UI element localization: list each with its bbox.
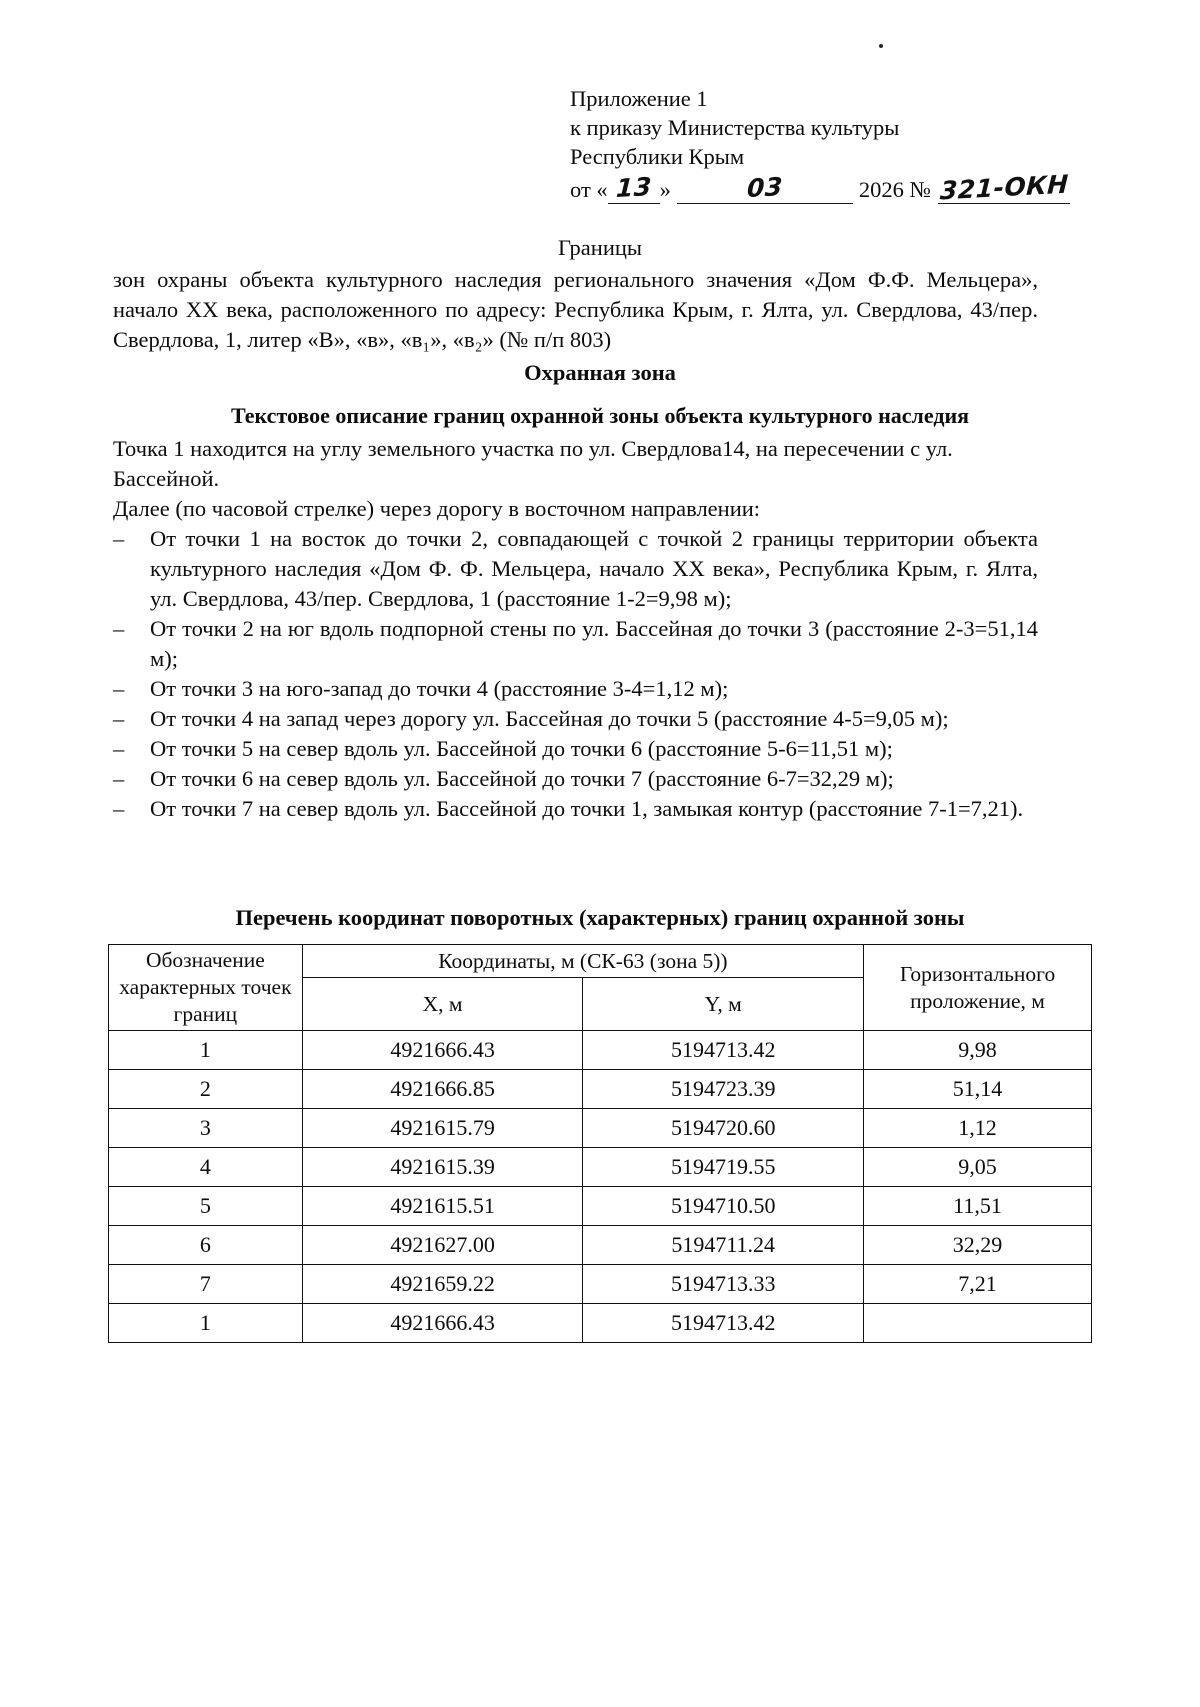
- boundary-points-list: [113, 524, 1038, 824]
- cell-horizontal: [864, 1304, 1092, 1343]
- zone-heading: Охранная зона: [524, 360, 676, 385]
- appendix-line-1: Приложение 1: [570, 86, 708, 111]
- cell-y: 5194723.39: [583, 1070, 864, 1109]
- cell-x: 4921627.00: [302, 1226, 583, 1265]
- date-month-slot: [677, 173, 853, 204]
- cell-y: 5194713.42: [583, 1304, 864, 1343]
- table-row: [109, 1304, 1092, 1343]
- cell-x: 4921615.79: [302, 1109, 583, 1148]
- list-item-text: От точки 3 на юго-запад до точки 4 (расстояние 3-4=1,12 м);: [150, 676, 729, 701]
- header-designation: Обозначение характерных точек границ: [109, 945, 303, 1031]
- table-row: [109, 1148, 1092, 1187]
- header-y: Y, м: [583, 978, 864, 1031]
- cell-x: 4921666.43: [302, 1304, 583, 1343]
- cell-point: 1: [109, 1031, 303, 1070]
- list-item: [113, 524, 1038, 614]
- date-month-value: 03: [746, 172, 784, 203]
- cell-x: 4921666.85: [302, 1070, 583, 1109]
- list-item: [113, 674, 1038, 704]
- header-coordinates: Координаты, м (СК-63 (зона 5)): [302, 945, 863, 978]
- table-row: [109, 1031, 1092, 1070]
- table-row: [109, 1226, 1092, 1265]
- table-row: [109, 1109, 1092, 1148]
- date-day-value: 13: [615, 172, 653, 203]
- appendix-line-2: к приказу Министерства культуры: [570, 115, 900, 140]
- cell-y: 5194720.60: [583, 1109, 864, 1148]
- dash-bullet-icon: –: [113, 796, 125, 821]
- stray-mark: [879, 44, 883, 48]
- list-item: [113, 614, 1038, 674]
- list-item: [113, 794, 1038, 824]
- document-subtitle-paragraph: зон охраны объекта культурного наследия регионального значения «Дом Ф.Ф. Мельцера», начало XX века, расположенного по адресу: Республика Крым, г. Ялта, ул. Свердлова, 43/пер. Свердлова, 1, литер «В», «в», «в₁», «в₂» (№ п/п 803): [113, 267, 1038, 352]
- cell-x: 4921615.39: [302, 1148, 583, 1187]
- cell-point: 5: [109, 1187, 303, 1226]
- description-direction: Далее (по часовой стрелке) через дорогу в восточном направлении:: [113, 496, 761, 521]
- dash-bullet-icon: –: [113, 766, 125, 791]
- coordinates-table-caption: Перечень координат поворотных (характерных) границ охранной зоны: [235, 905, 965, 930]
- cell-point: 1: [109, 1304, 303, 1343]
- order-number-slot: [938, 169, 1070, 206]
- list-item-text: От точки 5 на север вдоль ул. Бассейной до точки 6 (расстояние 5-6=11,51 м);: [150, 736, 893, 761]
- list-item-text: От точки 2 на юг вдоль подпорной стены по ул. Бассейная до точки 3 (расстояние 2-3=51,14 м);: [150, 616, 1038, 671]
- dash-bullet-icon: –: [113, 736, 125, 761]
- table-row: [109, 1187, 1092, 1226]
- cell-x: 4921659.22: [302, 1265, 583, 1304]
- cell-point: 7: [109, 1265, 303, 1304]
- cell-point: 4: [109, 1148, 303, 1187]
- dash-bullet-icon: –: [113, 706, 125, 731]
- document-title: Границы: [557, 235, 643, 260]
- appendix-line-3: Республики Крым: [570, 144, 745, 169]
- cell-y: 5194711.24: [583, 1226, 864, 1265]
- number-label: №: [909, 177, 932, 202]
- date-day-slot: [608, 173, 660, 204]
- cell-horizontal: 7,21: [864, 1265, 1092, 1304]
- appendix-header: [570, 84, 1090, 204]
- dash-bullet-icon: –: [113, 526, 125, 551]
- header-horizontal: Горизонтального проложение, м: [864, 945, 1092, 1031]
- list-item: [113, 704, 1038, 734]
- cell-point: 2: [109, 1070, 303, 1109]
- dash-bullet-icon: –: [113, 676, 125, 701]
- table-header-row: [109, 945, 1092, 978]
- cell-horizontal: 1,12: [864, 1109, 1092, 1148]
- order-number-value: 321-ОКН: [939, 169, 1070, 206]
- date-year: 2026: [858, 177, 904, 202]
- list-item-text: От точки 4 на запад через дорогу ул. Бассейная до точки 5 (расстояние 4-5=9,05 м);: [150, 706, 949, 731]
- cell-point: 3: [109, 1109, 303, 1148]
- order-date-line: [570, 169, 1090, 206]
- cell-y: 5194710.50: [583, 1187, 864, 1226]
- cell-x: 4921615.51: [302, 1187, 583, 1226]
- date-day-close: »: [659, 177, 671, 202]
- description-heading: Текстовое описание границ охранной зоны объекта культурного наследия: [230, 403, 970, 428]
- cell-y: 5194719.55: [583, 1148, 864, 1187]
- list-item-text: От точки 1 на восток до точки 2, совпадающей с точкой 2 границы территории объекта культурного наследия «Дом Ф. Ф. Мельцера, начало XX века», Республика Крым, г. Ялта, ул. Свердлова, 43/пер. Свердлова, 1 (расстояние 1-2=9,98 м);: [150, 526, 1038, 611]
- coordinates-table: [108, 944, 1092, 1343]
- list-item: [113, 734, 1038, 764]
- list-item-text: От точки 7 на север вдоль ул. Бассейной до точки 1, замыкая контур (расстояние 7-1=7,21).: [150, 796, 1024, 821]
- cell-horizontal: 11,51: [864, 1187, 1092, 1226]
- cell-horizontal: 9,98: [864, 1031, 1092, 1070]
- list-item-text: От точки 6 на север вдоль ул. Бассейной до точки 7 (расстояние 6-7=32,29 м);: [150, 766, 894, 791]
- date-prefix: от «: [570, 177, 608, 202]
- cell-y: 5194713.42: [583, 1031, 864, 1070]
- cell-x: 4921666.43: [302, 1031, 583, 1070]
- cell-horizontal: 32,29: [864, 1226, 1092, 1265]
- cell-horizontal: 51,14: [864, 1070, 1092, 1109]
- table-body: [109, 1031, 1092, 1343]
- dash-bullet-icon: –: [113, 616, 125, 641]
- list-item: [113, 764, 1038, 794]
- header-x: X, м: [302, 978, 583, 1031]
- description-intro: Точка 1 находится на углу земельного участка по ул. Свердлова14, на пересечении с ул. Бассейной.: [113, 436, 953, 491]
- cell-point: 6: [109, 1226, 303, 1265]
- table-row: [109, 1265, 1092, 1304]
- table-head: [109, 945, 1092, 1031]
- cell-horizontal: 9,05: [864, 1148, 1092, 1187]
- table-row: [109, 1070, 1092, 1109]
- cell-y: 5194713.33: [583, 1265, 864, 1304]
